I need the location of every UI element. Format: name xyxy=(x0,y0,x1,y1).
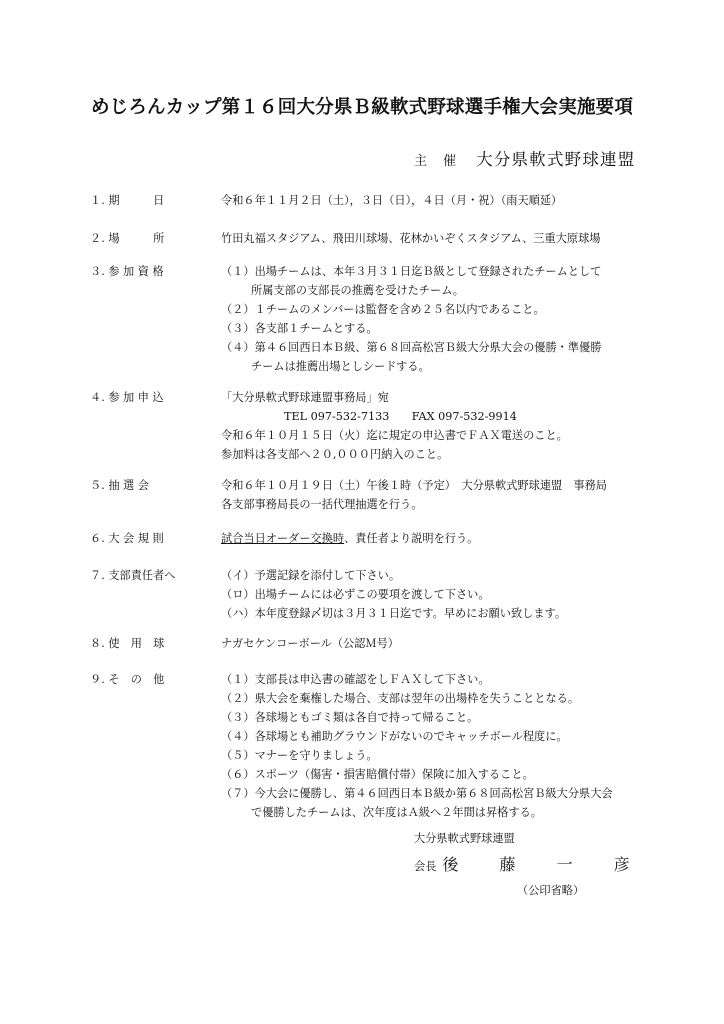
section-heading: ８. 使 用 球 xyxy=(90,637,165,650)
section-heading: ４. 参 加 申 込 xyxy=(90,391,164,404)
section-heading: ７. 支部責任者へ xyxy=(90,569,176,582)
section-body: （イ）予選記録を添付して下さい。 （ロ）出場チームには必ずこの要項を渡して下さい。 （ハ）本年度登録〆切は３月３１日迄です。早めにお願い致します。 xyxy=(221,569,567,620)
signature-name: 後 藤 一 彦 xyxy=(442,855,648,874)
section-body: 「大分県軟式野球連盟事務局」宛 TEL 097-532-7133 FAX 097-532-9914 令和６年１０月１５日（火）迄に規定の申込書でＦＡＸ電送のこと。 参加料は各支部へ２０,０００円納入のこと。 xyxy=(221,391,568,461)
section-heading: ５. 抽 選 会 xyxy=(90,479,149,492)
section-body: 令和６年１０月１９日（土）午後１時（予定） 大分県軟式野球連盟 事務局 各支部事務局長の一括代理抽選を行う。 xyxy=(221,479,607,511)
host-line xyxy=(414,146,635,170)
section-body: （１）出場チームは、本年３月３１日迄Ｂ級として登録されたチームとして 所属支部の支部長の推薦を受けたチーム。 （２）１チームのメンバーは監督を含め２５名以内であること。 （３）各支部１チームとする。 （４）第４６回西日本Ｂ級、第６８回高松宮Ｂ級大分県大会の優勝・準優勝 チームは推薦出場としシードする。 xyxy=(221,265,602,373)
signature-line xyxy=(414,852,648,875)
seal-omitted-note: （公印省略） xyxy=(517,884,585,897)
host-label: 主 催 xyxy=(414,154,463,169)
section-body: ナガセケンコーボール（公認Ｍ号） xyxy=(221,637,399,650)
section-body: （１）支部長は申込書の確認をしＦＡＸして下さい。 （２）県大会を棄権した場合、支部は翌年の出場枠を失うこととなる。 （３）各球場ともゴミ類は各自で持って帰ること。 （４）各球場とも補助グラウンドがないのでキャッチボール程度に。 （５）マナーを守りましょう。 （６）スポーツ（傷害・損害賠償付帯）保険に加入すること。 （７）今大会に優勝し、第４６回西日本Ｂ級か第６８回高松宮Ｂ級大分県大会 で優勝したチームは、次年度はＡ級へ２年間は昇格する。 xyxy=(221,673,613,819)
section-heading: ６. 大 会 規 則 xyxy=(90,532,164,545)
section-body: 竹田丸福スタジアム、飛田川球場、花林かいぞくスタジアム、三重大原球場 xyxy=(221,232,601,245)
section-heading: ３. 参 加 資 格 xyxy=(90,265,164,278)
signature-role: 会長 xyxy=(414,860,437,873)
section-heading: ２. 場 所 xyxy=(90,232,165,245)
section-body: 試合当日オーダー交換時、責任者より説明を行う。 xyxy=(221,532,479,545)
signature-organization: 大分県軟式野球連盟 xyxy=(414,832,515,845)
section-body: 令和６年１１月２日（土），３日（日），４日（月・祝）（雨天順延） xyxy=(221,194,563,207)
document-title: めじろんカップ第１６回大分県Ｂ級軟式野球選手権大会実施要項 xyxy=(90,97,634,118)
host-organization: 大分県軟式野球連盟 xyxy=(476,150,636,169)
section-heading: １. 期 日 xyxy=(90,194,165,207)
section-heading: ９. そ の 他 xyxy=(90,673,165,686)
